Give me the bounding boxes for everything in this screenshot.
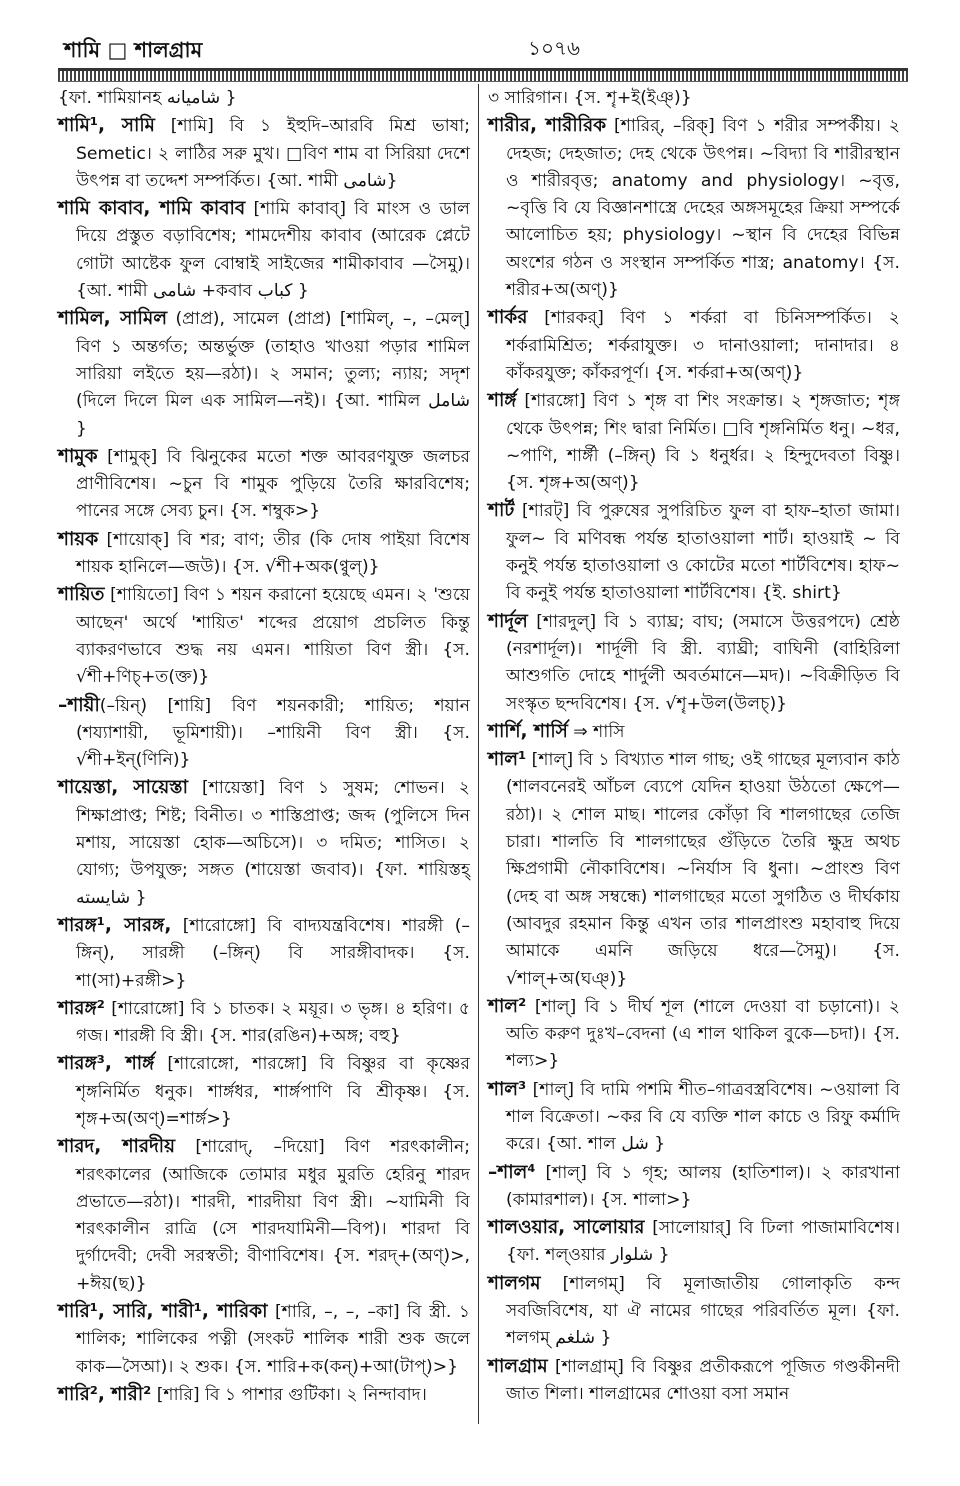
entry-headword: শার্দূল — [488, 610, 528, 632]
entry-definition: [শায়েস্তা] বিণ ১ সুষম; শোভন। ২ শিক্ষাপ্রাপ্ত; শিষ্ট; বিনীত। ৩ শাস্তিপ্রাপ্ত; জব্দ (পুলিসে দিন মশায়, সায়েস্তা হোক—অচিসে)। ৩ দমিত; শাসিত। ২ যোগ্য; উপযুক্ত; সঙ্গত (শায়েস্তা জবাব)। {ফা. শায়িস্তহ্ شایسته } — [76, 778, 470, 908]
entry-definition: [শামি কাবাব্] বি মাংস ও ডাল দিয়ে প্রস্তুত বড়াবিশেষ; শামদেশীয় কাবাব (আরেক প্লেটে গোটা আষ্টেক ফুল বোম্বাই সাইজের শামীকাবাব —সৈমু)। {আ. শামী شامی +কবাব کباب } — [76, 199, 470, 302]
entry-definition: [শারি, –, –, –কা] বি স্ত্রী. ১ শালিক; শালিকের পত্নী (সংকট শালিক শারী শুক জলে কাক—সৈআ)। ২ শুক। {স. শারি+ক(কন্)+আ(টাপ্)>} — [76, 1302, 471, 1377]
entry-headword: শামুক — [58, 445, 98, 467]
column-divider — [478, 84, 479, 1424]
dictionary-entry — [488, 387, 900, 497]
dictionary-entry — [488, 718, 900, 746]
entry-headword: শামি কাবাব, শামি কাবাব — [58, 198, 246, 220]
entry-definition: {ফা. শামিয়ানহ شامیانه } — [58, 88, 237, 108]
entry-headword: শার্ট — [488, 500, 515, 522]
dictionary-entry — [488, 1159, 900, 1215]
entry-definition: ৩ সারিগান। {স. শৄ+ই(ইঞ্)} — [488, 88, 692, 108]
entry-headword: শারীর, শারীরিক — [488, 115, 607, 137]
entry-headword: শার্কর — [488, 307, 528, 329]
dictionary-entry — [488, 1214, 900, 1270]
dictionary-entry — [488, 112, 900, 304]
dictionary-entry — [488, 608, 900, 718]
entry-headword: শারি¹, সারি, শারী¹, শারিকা — [58, 1301, 268, 1323]
entry-definition: [শারোঙ্গো, শারঙ্গো] বি বিষ্ণুর বা কৃষ্ণের শৃঙ্গনির্মিত ধনুক। শার্ঙ্গধর, শার্ঙ্গপাণি বি শ্রীকৃষ্ণ। {স. শৃঙ্গ+অ(অণ্)=শার্ঙ্গ>} — [76, 1054, 470, 1129]
page-number: ১০৭৬ — [528, 36, 580, 60]
dictionary-entry — [488, 746, 900, 993]
entry-definition: (প্রাপ্র), সামেল (প্রাপ্র) [শামিল্, –, –মেল্] বিণ ১ অন্তর্গত; অন্তর্ভুক্ত (তাহাও খাওয়া পড়ার শামিল সারিয়া লইতে হয়—রঠা)। ২ সমান; তুল্য; ন্যায়; সদৃশ (দিলে দিলে মিল এক সামিল—নই)। {আ. শামিল شامل } — [76, 309, 470, 439]
entry-headword: শারঙ্গ² — [58, 997, 105, 1019]
dictionary-entry — [58, 195, 470, 305]
dictionary-entry — [58, 526, 470, 582]
entry-definition: [শারকর্] বিণ ১ শর্করা বা চিনিসম্পর্কিত। ২ শর্করামিশ্রিত; শর্করাযুক্ত। ৩ দানাওয়ালা; দানাদার। ৪ কাঁকরযুক্ত; কাঁকরপূর্ণ। {স. শর্করা+অ(অণ্)} — [506, 308, 900, 383]
dictionary-entry — [58, 112, 470, 195]
entry-definition: [শাল্] বি ১ গৃহ; আলয় (হাতিশাল)। ২ কারখানা (কামারশাল)। {স. শালা>} — [506, 1162, 900, 1210]
entry-definition: [শারদুল্] বি ১ ব্যাঘ্র; বাঘ; (সমাসে উত্তরপদে) শ্রেষ্ঠ (নরশার্দূল)। শার্দূলী বি স্ত্রী. ব্যাঘ্রী; বাঘিনী (বাহিরিলা আশুগতি দোহে শার্দুলী অবর্তমানে—মদ)। ~বিক্রীড়িত বি সংস্কৃত ছন্দবিশেষ। {স. √শৄ+উল(উলচ্)} — [506, 611, 900, 714]
entry-definition: [শারঙ্গো] বিণ ১ শৃঙ্গ বা শিং সংক্রান্ত। ২ শৃঙ্গজাত; শৃঙ্গ থেকে উৎপন্ন; শিং দ্বারা নির্মিত। □বি শৃঙ্গনির্মিত ধনু। ~ধর, ~পাণি, শার্ঙ্গী (–ঙ্গিন্) বি ১ ধনুর্ধর। ২ হিন্দুদেবতা বিষ্ণু। {স. শৃঙ্গ+অ(অণ্)} — [506, 391, 900, 494]
entry-definition: [শায়িতো] বিণ ১ শয়ন করানো হয়েছে এমন। ২ 'শুয়ে আছেন' অর্থে 'শায়িত' শব্দের প্রয়োগ প্রচলিত কিন্তু ব্যাকরণভাবে শুদ্ধ নয় এমন। শায়িতা বিণ স্ত্রী। {স. √শী+ণিচ্+ত(ক্ত)} — [76, 585, 470, 688]
dictionary-entry — [488, 993, 900, 1076]
dictionary-entry — [58, 305, 470, 442]
dictionary-entry — [58, 84, 470, 112]
dictionary-entry — [58, 774, 470, 911]
running-head: শামি □ শালগ্রাম — [64, 38, 203, 62]
entry-headword: শাল³ — [488, 1078, 527, 1100]
entry-headword: –শায়ী — [58, 694, 100, 716]
entry-headword: শালওয়ার, সালোয়ার — [488, 1217, 645, 1239]
dictionary-entry — [58, 995, 470, 1051]
entry-definition: [শাল্] বি ১ বিখ্যাত শাল গাছ; ওই গাছের মূল্যবান কাঠ (শালবনেরই আঁচল ব্যেপে যেদিন হাওয়া উঠতো ক্ষেপে—রঠা)। ২ শোল মাছ। শালের কোঁড়া বি শালগাছের তেজি চারা। শালতি বি শালগাছের গুঁড়িতে তৈরি ক্ষুদ্র অথচ ক্ষিপ্রগামী নৌকাবিশেষ। ~নির্যাস বি ধুনা। ~প্রাংশু বিণ (দেহ বা অঙ্গ সম্বন্ধে) শালগাছের মতো সুগঠিত ও দীর্ঘকায় (আবদুর রহমান কিন্তু এখন তার শালপ্রাংশু মহাবাহু দিয়ে আমাকে এমনি জড়িয়ে ধরে—সৈমু)। {স. √শাল্+অ(ঘঞ্)} — [506, 750, 900, 989]
dictionary-entry — [488, 1076, 900, 1159]
entry-definition: (–য়িন্) [শায়ি] বিণ শয়নকারী; শায়িত; শয়ান (শয্যাশায়ী, ভূমিশায়ী)। –শায়িনী বিণ স্ত্রী। {স. √শী+ইন্(ণিনি)} — [76, 695, 470, 771]
left-column — [58, 84, 470, 1409]
entry-headword: শারি², শারী² — [58, 1383, 152, 1405]
dictionary-entry — [488, 304, 900, 387]
entry-headword: শালগ্রাম — [488, 1355, 548, 1377]
entry-definition: [শারট্] বি পুরুষের সুপরিচিত ফুল বা হাফ–হাতা জামা। ফুল~ বি মণিবন্ধ পর্যন্ত হাতাওয়ালা শার্ট। হাওয়াই ~ বি কনুই পর্যন্ত হাতাওয়ালা ও কোটের মতো শার্টবিশেষ। হাফ~ বি কনুই পর্যন্ত হাতাওয়ালা শার্টবিশেষ। {ই. shirt} — [506, 501, 900, 604]
entry-definition: [শামি] বি ১ ইহুদি–আরবি মিশ্র ভাষা; Semetic। ২ লাঠির সরু মুখ। □বিণ শাম বা সিরিয়া দেশে উৎপন্ন বা তদ্দেশ সম্পর্কিত। {আ. শামী شامی} — [76, 116, 470, 191]
entry-headword: –শাল⁴ — [488, 1161, 536, 1183]
entry-headword: শায়ক — [58, 528, 99, 550]
dictionary-entry — [58, 1381, 470, 1409]
dictionary-entry — [58, 581, 470, 691]
entry-definition: [শারি] বি ১ পাশার গুটিকা। ২ নিন্দাবাদ। — [151, 1384, 427, 1405]
header-rule — [58, 68, 908, 82]
entry-headword: শায়েস্তা, সায়েস্তা — [58, 777, 188, 799]
entry-headword: শামি¹, সামি — [58, 115, 155, 137]
entry-definition: [শালগম্] বি মূলাজাতীয় গোলাকৃতি কন্দ সবজিবিশেষ, যা ঐ নামের গাছের পরিবর্তিত মূল। {ফা. শলগম্ شلغم } — [506, 1273, 900, 1349]
entry-headword: শারঙ্গ³, শার্ঙ্গ — [58, 1053, 155, 1075]
entry-definition: [শারির্, –রিক্] বিণ ১ শরীর সম্পর্কীয়। ২ দেহজ; দেহজাত; দেহ থেকে উৎপন্ন। ~বিদ্যা বি শারীরস্থান ও শারীরবৃত্ত; anatomy and physiology। ~বৃত্ত, ~বৃত্তি বি যে বিজ্ঞানশাস্ত্রে দেহের অঙ্গসমূহের ক্রিয়া সম্পর্কে আলোচিত হয়; physiology। ~স্থান বি দেহের বিভিন্ন অংশের গঠন ও সংস্থান সম্পর্কিত শাস্ত্র; anatomy। {স. শরীর+অ(অণ্)} — [506, 116, 900, 301]
entry-headword: শার্শি, শার্সি — [488, 720, 568, 742]
entry-definition: [সালোয়ার্] বি ঢিলা পাজামাবিশেষ। {ফা. শল্ওয়ার شلوار } — [506, 1218, 900, 1266]
entry-headword: শায়িত — [58, 584, 105, 606]
entry-definition: [শাল্] বি দামি পশমি শীত–গাত্রবস্ত্রবিশেষ। ~ওয়ালা বি শাল বিক্রেতা। ~কর বি যে ব্যক্তি শাল কাচে ও রিফু কর্মাদি করে। {আ. শাল شل } — [506, 1079, 900, 1155]
entry-headword: শারঙ্গ¹, সারঙ্গ, — [58, 914, 172, 936]
entry-definition: [শামুক্] বি ঝিনুকের মতো শক্ত আবরণযুক্ত জলচর প্রাণীবিশেষ। ~চুন বি শামুক পুড়িয়ে তৈরি ক্ষারবিশেষ; পানের সঙ্গে সেব্য চুন। {স. শম্বুক>} — [76, 446, 470, 522]
dictionary-entry — [488, 1353, 900, 1409]
entry-headword: শালগম — [488, 1272, 541, 1294]
entry-definition: ⇒ শাসি — [567, 721, 625, 742]
entry-definition: [শারোদ্, –দিয়ো] বিণ শরৎকালীন; শরৎকালের (আজিকে তোমার মধুর মুরতি হেরিনু শারদ প্রভাতে—রঠা)। শারদী, শারদীয়া বিণ স্ত্রী। ~যামিনী বি শরৎকালীন রাত্রি (সে শারদযামিনী—বিপ)। শারদা বি দুর্গাদেবী; দেবী সরস্বতী; বীণাবিশেষ। {স. শরদ্+(অণ্)>, +ঈয়(ছ)} — [76, 1137, 470, 1294]
entry-definition: [শায়োক্] বি শর; বাণ; তীর (কি দোষ পাইয়া বিশেষ শায়ক হানিলে—জউ)। {স. √শী+অক(ণ্বুল্)} — [76, 529, 470, 578]
entry-definition: [শারোঙ্গো] বি ১ চাতক। ২ ময়ূর। ৩ ভৃঙ্গ। ৪ হরিণ। ৫ গজ। শারঙ্গী বি স্ত্রী। {স. শার(রঙিন)+অঙ্গ; বহু} — [76, 998, 470, 1047]
dictionary-entry — [58, 1050, 470, 1133]
dictionary-entry — [58, 1133, 470, 1298]
right-column — [488, 84, 900, 1408]
dictionary-entry — [488, 84, 900, 112]
dictionary-entry — [58, 1298, 470, 1381]
dictionary-entry — [58, 692, 470, 775]
dictionary-entry — [488, 1270, 900, 1353]
entry-definition: [শারোঙ্গো] বি বাদ্যযন্ত্রবিশেষ। শারঙ্গী (–ঙ্গিন্), সারঙ্গী (–ঙ্গিন্) বি সারঙ্গীবাদক। {স. শা(সা)+রঙ্গী>} — [76, 915, 470, 991]
entry-definition: [শালগ্রাম্] বি বিষ্ণুর প্রতীকরূপে পূজিত গণ্ডকীনদী জাত শিলা। শালগ্রামের শোওয়া বসা সমান — [506, 1356, 900, 1404]
entry-headword: শাল¹ — [488, 749, 527, 771]
entry-headword: শাল² — [488, 995, 527, 1017]
dictionary-entry — [58, 443, 470, 526]
entry-headword: শার্ঙ্গ — [488, 390, 517, 412]
entry-definition: [শাল্] বি ১ দীর্ঘ শূল (শালে দেওয়া বা চড়ানো)। ২ অতি করুণ দুঃখ–বেদনা (এ শাল থাকিল বুকে—চদা)। {স. শল্য>} — [506, 996, 900, 1072]
entry-headword: শামিল, সামিল — [58, 308, 168, 330]
dictionary-entry — [488, 497, 900, 607]
page-header — [58, 30, 908, 64]
entry-headword: শারদ, শারদীয় — [58, 1136, 175, 1158]
dictionary-entry — [58, 912, 470, 995]
